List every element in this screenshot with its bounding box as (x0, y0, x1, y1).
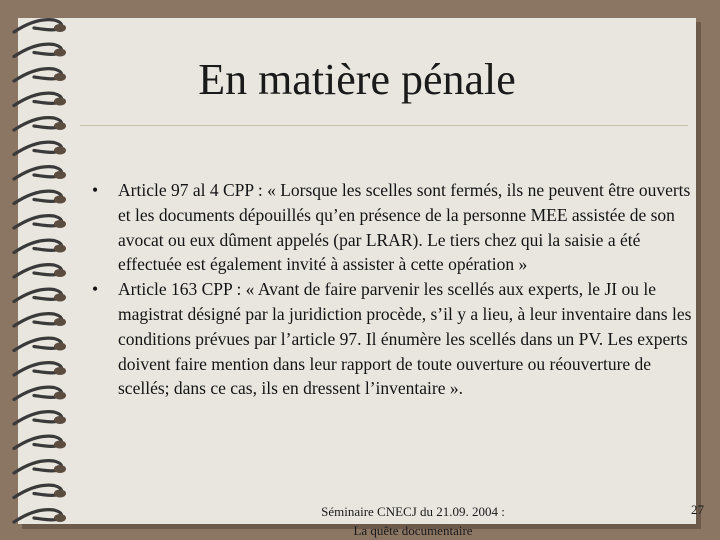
spiral-coil (14, 510, 66, 522)
spiral-coil (14, 338, 66, 350)
bullet-marker: • (92, 279, 99, 300)
bullet-marker: • (92, 180, 99, 200)
spiral-coil (14, 240, 66, 252)
spiral-coil (14, 289, 66, 301)
slide-footer (278, 502, 548, 540)
title-divider (80, 125, 688, 126)
bullet-text: Article 97 al 4 CPP : « Lorsque les scelles sont fermés, ils ne peuvent être ouverts et les documents dépouillés qu’en présence de la personne MEE assistée de son avocat ou eux dûment appelés (par LRAR). Le tiers chez qui la saisie a été effectuée est également invité à assister à cette opération » (118, 180, 691, 275)
footer-line-1: Séminaire CNECJ du 21.09. 2004 : (321, 504, 505, 519)
spiral-coil (14, 363, 66, 375)
spiral-coil (14, 167, 66, 179)
bullet-item (84, 178, 698, 277)
spiral-coil (14, 93, 66, 105)
spiral-coil (14, 387, 66, 399)
spiral-binding-icon (0, 0, 80, 540)
spiral-coil (14, 485, 66, 497)
spiral-coil (14, 118, 66, 130)
spiral-coil (14, 436, 66, 448)
bullet-item (84, 277, 698, 401)
bullet-list (84, 178, 698, 401)
page-number: 27 (691, 502, 704, 517)
footer-line-2: La quête documentaire (353, 523, 473, 538)
slide-title: En matière pénale (198, 55, 516, 104)
spiral-coil (14, 412, 66, 424)
spiral-coil (14, 142, 66, 154)
spiral-coil (14, 44, 66, 56)
slide-page (18, 18, 704, 538)
spiral-coil (14, 461, 66, 473)
spiral-coil (14, 216, 66, 228)
spiral-coil (14, 314, 66, 326)
spiral-coil (14, 69, 66, 81)
spiral-coil (14, 20, 66, 32)
bullet-text: Article 163 CPP : « Avant de faire parvenir les scellés aux experts, le JI ou le magistrat désigné par la juridiction procède, s’il y a lieu, à leur inventaire dans les conditions prévues par l’article 97. Il énumère les scellés dans un PV. Les experts doivent faire mention dans leur rapport de toute ouverture ou réouverture de scellés; dans ce cas, ils en dressent l’inventaire ». (118, 279, 692, 399)
spiral-coil (14, 191, 66, 203)
spiral-coil (14, 265, 66, 277)
